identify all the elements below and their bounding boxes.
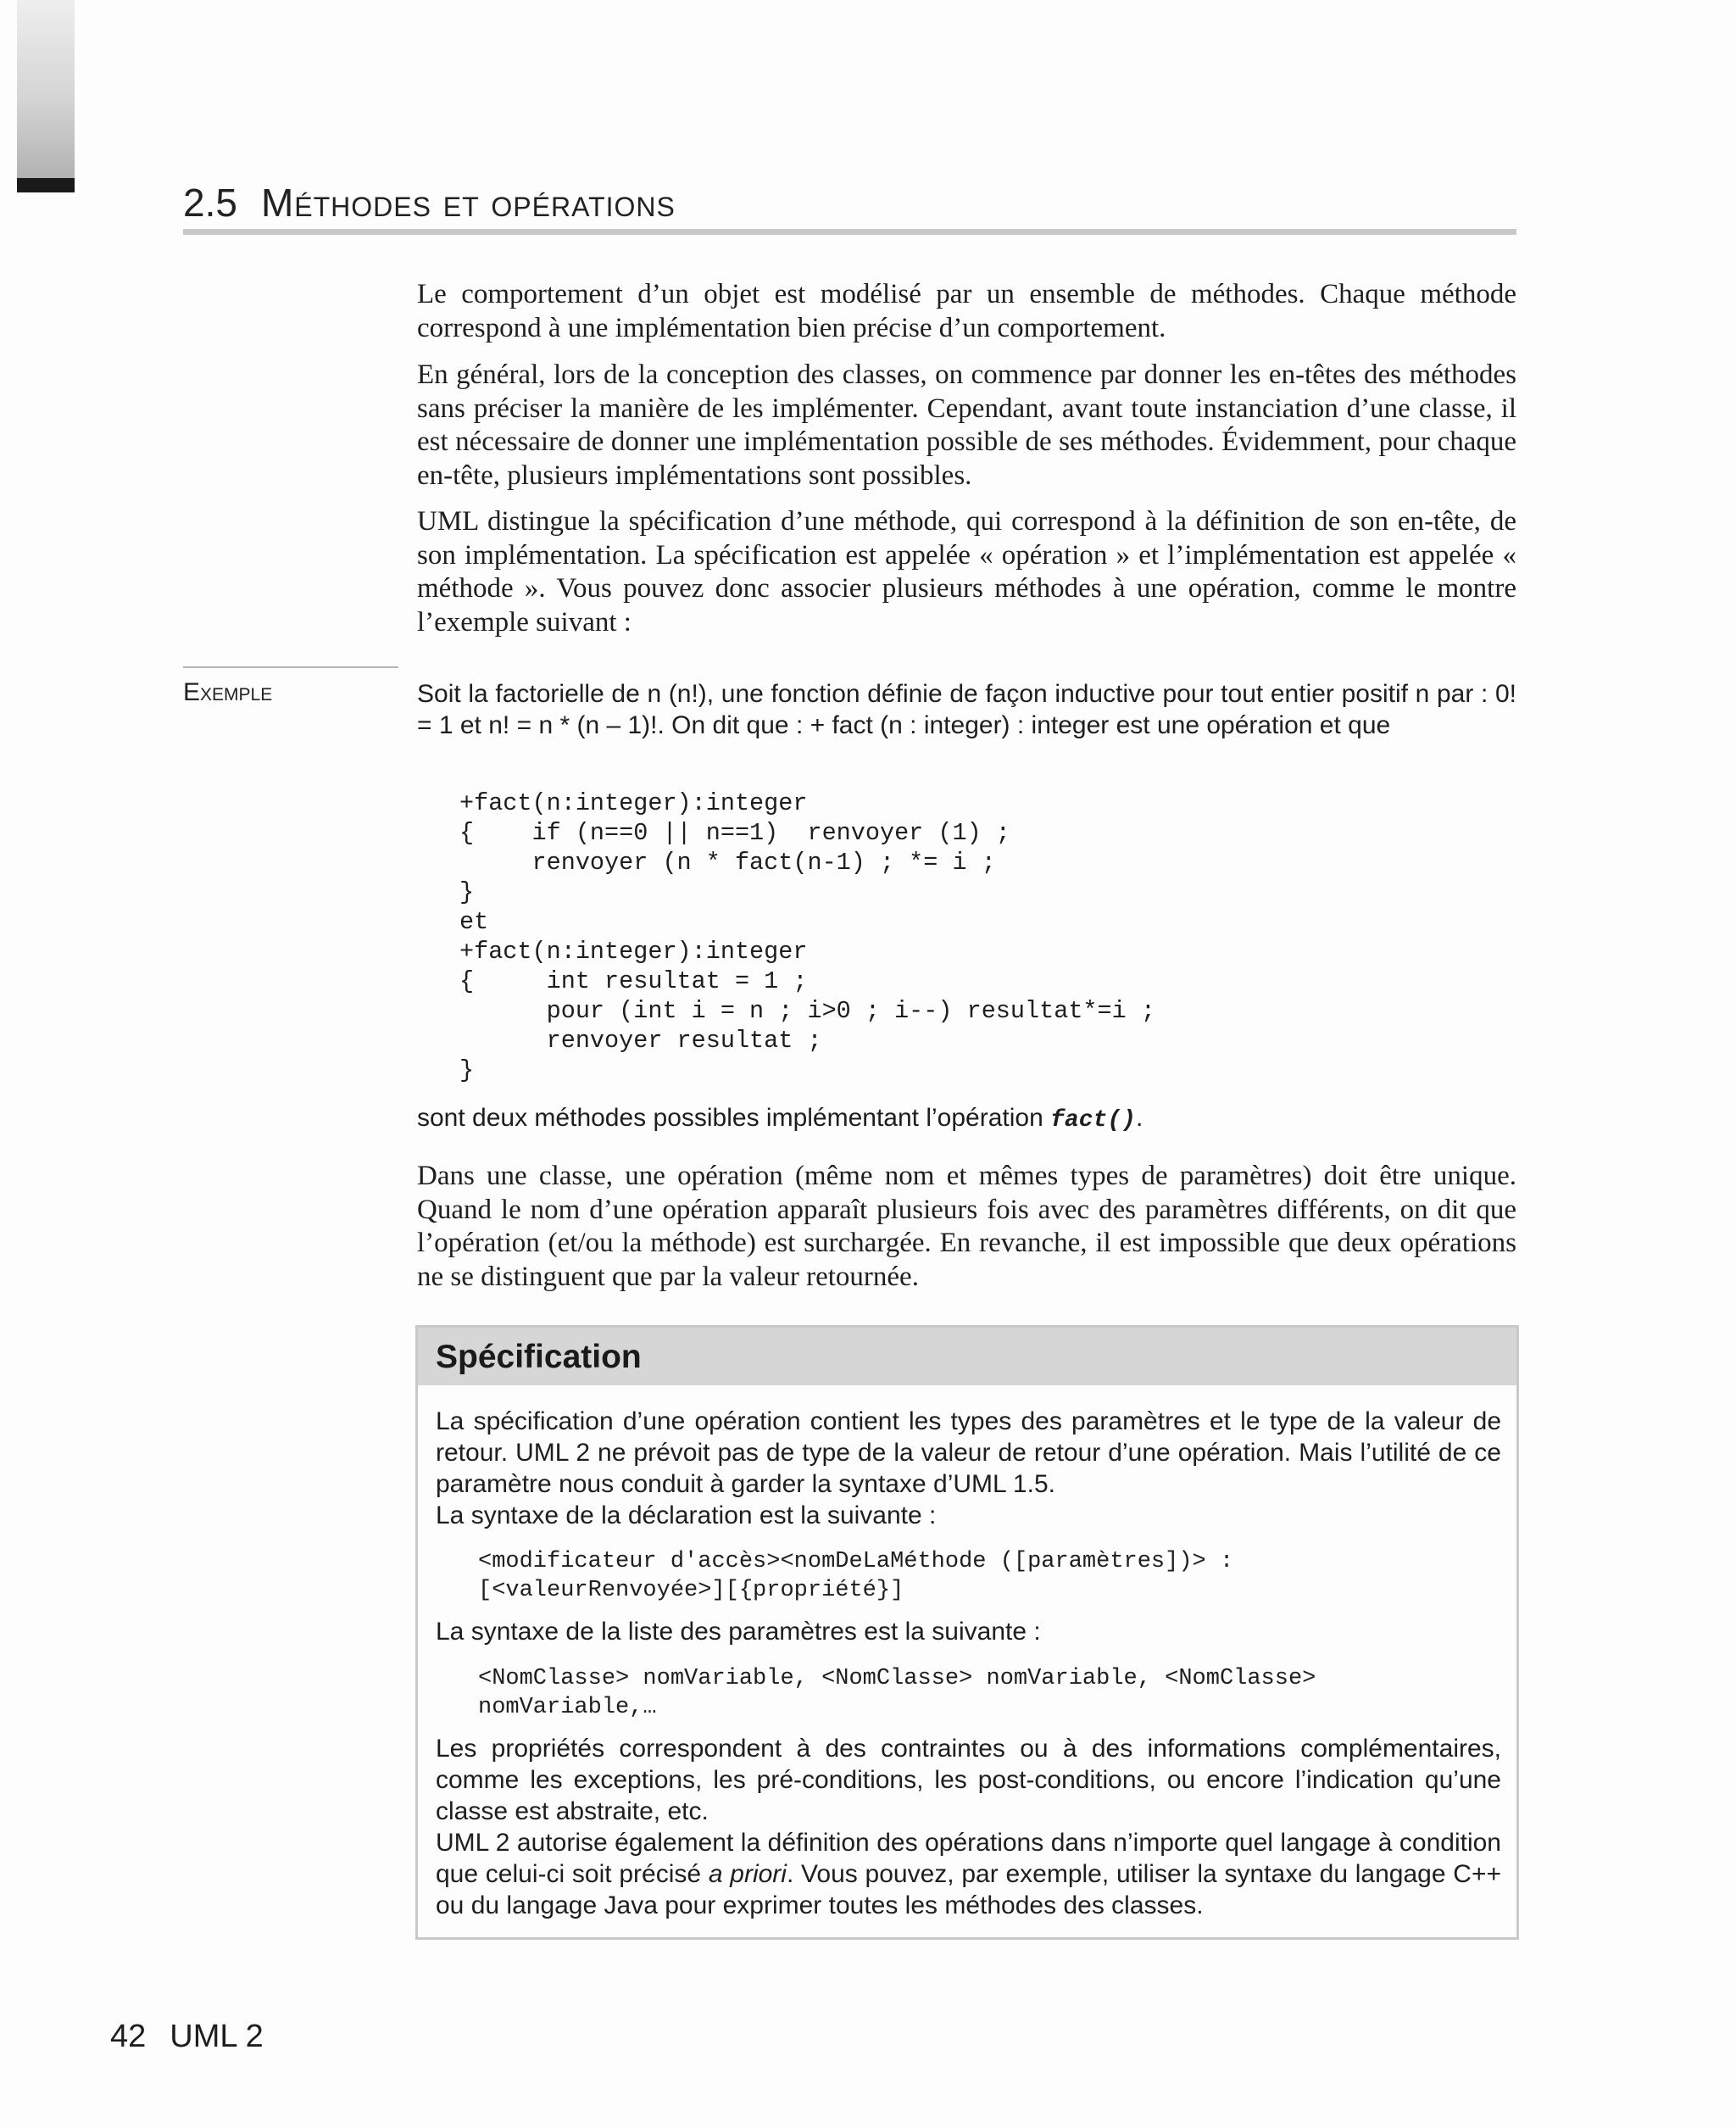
example-label: Exemple	[183, 678, 273, 706]
inline-code-fact: fact()	[1050, 1107, 1136, 1134]
specification-box-title: Spécification	[418, 1328, 1516, 1385]
section-title: Méthodes et opérations	[260, 181, 676, 225]
conclusion-text: sont deux méthodes possibles implémentant l’opération	[417, 1104, 1051, 1132]
chapter-thumb-bar	[17, 178, 75, 192]
book-title: UML 2	[170, 2019, 264, 2054]
example-conclusion	[417, 1102, 1143, 1136]
chapter-thumb-tab	[17, 0, 75, 182]
conclusion-period: .	[1135, 1104, 1143, 1132]
page-footer	[110, 2019, 264, 2055]
paragraph-2: En général, lors de la conception des classes, on commence par donner les en-têtes des méthodes sans préciser la manière de les implémenter. Cependant, avant toute instanciation d’une classe, il est nécessaire de donner une implémentation possible de ses méthodes. Évidemment, pour chaque en-tête, plusieurs implémentations sont possibles.	[417, 359, 1516, 491]
paragraph-3: UML distingue la spécification d’une méthode, qui correspond à la définition de son en-tête, de son implémentation. La spécification est appelée « opération » et l’implémentation est appelée « méthode ». Vous pouvez donc associer plusieurs méthodes à une opération, comme le montre l’exemple suivant :	[417, 506, 1516, 638]
spec-p5-after: . Vous pouvez, par exemple, utiliser la syntaxe du langage C++ ou du langage Java pour exprimer toutes les méthodes des classes.	[436, 1860, 1501, 1919]
spec-paragraph-1: La spécification d’une opération contient les types des paramètres et le type de la valeur de retour. UML 2 ne prévoit pas de type de la valeur de retour d’une opération. Mais l’utilité de ce paramètre nous conduit à garder la syntaxe d’UML 1.5.	[436, 1407, 1501, 1498]
spec-code-declaration: <modificateur d'accès><nomDeLaMéthode ([paramètres])> : [<valeurRenvoyée>][{propriété}]	[478, 1549, 1234, 1603]
spec-paragraph-3: La syntaxe de la liste des paramètres est la suivante :	[436, 1618, 1041, 1646]
spec-p5-before: UML 2 autorise également la définition des opérations dans n’importe quel langage à condition que celui-ci soit précisé	[436, 1829, 1501, 1888]
spec-p5-emphasis: a priori	[708, 1860, 787, 1888]
section-number: 2.5	[183, 181, 237, 225]
example-rule	[183, 666, 398, 668]
spec-paragraph-4: Les propriétés correspondent à des contraintes ou à des informations complémentaires, comme les exceptions, les pré-conditions, les post-conditions, ou encore l’indication qu’une classe est abstraite, etc.	[436, 1735, 1501, 1825]
paragraph-1: Le comportement d’un objet est modélisé par un ensemble de méthodes. Chaque méthode correspond à une implémentation bien précise d’un comportement.	[417, 279, 1516, 343]
example-intro: Soit la factorielle de n (n!), une fonction définie de façon inductive pour tout entier positif n par : 0! = 1 et n! = n * (n – 1)!. On dit que : + fact (n : integer) : integer est une opération et que	[417, 680, 1516, 739]
specification-box	[415, 1325, 1519, 1940]
page-number: 42	[110, 2019, 147, 2054]
example-code-block: +fact(n:integer):integer { if (n==0 || n==1) renvoyer (1) ; renvoyer (n * fact(n-1) ; *= i ; } et +fact(n:integer):integer { int resultat = 1 ; pour (int i = n ; i>0 ; i--) resultat*=i ; renvoyer resultat ; }	[459, 789, 1155, 1084]
spec-paragraph-2: La syntaxe de la déclaration est la suivante :	[436, 1501, 937, 1529]
section-heading	[183, 178, 1516, 235]
spec-paragraph-5	[436, 1827, 1501, 1921]
paragraph-4: Dans une classe, une opération (même nom et mêmes types de paramètres) doit être unique. Quand le nom d’une opération apparaît plusieurs fois avec des paramètres différents, on dit que l’opération (et/ou la méthode) est surchargée. En revanche, il est impossible que deux opérations ne se distinguent que par la valeur retournée.	[417, 1161, 1516, 1292]
spec-code-parameters: <NomClasse> nomVariable, <NomClasse> nomVariable, <NomClasse> nomVariable,…	[478, 1666, 1316, 1720]
